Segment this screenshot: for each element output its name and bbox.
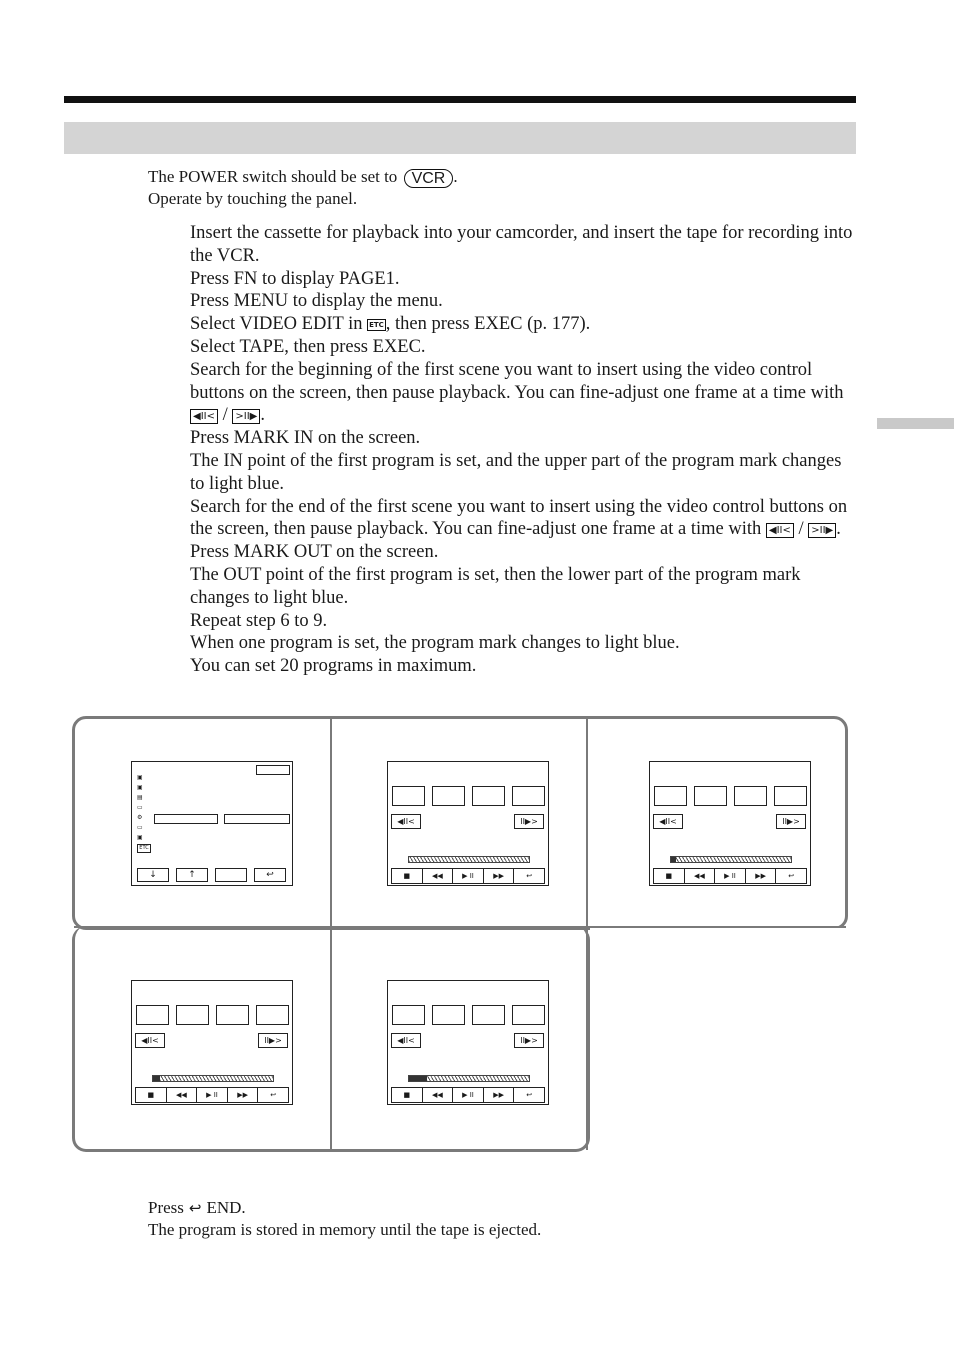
function-button[interactable]: [432, 1005, 465, 1025]
intro-period: .: [453, 167, 458, 186]
tape-icon: ▭: [137, 824, 143, 831]
fast-forward-button[interactable]: ▶▶: [746, 869, 777, 883]
camera-icon: ▤: [137, 794, 143, 801]
program-mark-bar: [408, 856, 530, 863]
function-button[interactable]: [392, 1005, 425, 1025]
frame-back-button[interactable]: ◀II<: [391, 814, 421, 829]
step-4: [190, 313, 855, 336]
return-button[interactable]: ↩: [270, 1091, 277, 1099]
frame-forward-button[interactable]: II▶>: [258, 1033, 288, 1048]
fast-forward-button[interactable]: ▶▶: [484, 1088, 515, 1102]
function-button[interactable]: [512, 786, 545, 806]
frame-forward-button[interactable]: II▶>: [514, 1033, 544, 1048]
period: .: [836, 519, 841, 540]
function-button[interactable]: [512, 1005, 545, 1025]
step-7b: The IN point of the first program is set, and the upper part of the program mark changes to light blue.: [190, 450, 842, 494]
etc-icon: ETC: [137, 844, 151, 853]
frame-back-icon: ◀II<: [190, 409, 218, 424]
function-button[interactable]: [256, 1005, 289, 1025]
step-8-text: Search for the end of the first scene you want to insert using the video control buttons on the screen, then pause playback. You can fine-adjust one frame at a time with: [190, 496, 848, 540]
rewind-button[interactable]: ◀◀: [685, 869, 716, 883]
program-mark-filled: [671, 857, 676, 862]
intro-line2: Operate by touching the panel.: [148, 189, 358, 208]
menu-exec-button[interactable]: [215, 868, 247, 882]
function-button[interactable]: [216, 1005, 249, 1025]
step-1: Insert the cassette for playback into your camcorder, and insert the tape for recording into the VCR.: [190, 223, 853, 266]
program-mark-filled: [409, 1076, 427, 1081]
settings-icon: ⚙: [137, 814, 143, 821]
play-pause-button[interactable]: ▶ II: [197, 1088, 228, 1102]
frame-forward-button[interactable]: II▶>: [776, 814, 806, 829]
menu-up-button[interactable]: ↑: [176, 868, 208, 882]
stop-button[interactable]: ■: [136, 1088, 167, 1102]
intro-line1: The POWER switch should be set to: [148, 167, 398, 186]
step-10a: Repeat step 6 to 9.: [190, 610, 328, 631]
menu-title-box: [256, 765, 290, 775]
playback-controls: [653, 868, 807, 884]
stop-button[interactable]: ■: [392, 1088, 423, 1102]
function-button[interactable]: [774, 786, 807, 806]
figure-divider-h: [74, 926, 846, 928]
section-title-band: [64, 122, 856, 154]
outro: [148, 1197, 541, 1241]
outro-line2: The program is stored in memory until the tape is ejected.: [148, 1220, 542, 1239]
frame-back-icon: ◀II<: [766, 523, 794, 538]
program-mark-bar: [408, 1075, 530, 1082]
function-button[interactable]: [472, 786, 505, 806]
menu-return-button[interactable]: ↩: [254, 868, 286, 882]
menu-value-box: [224, 814, 290, 824]
step-9b: The OUT point of the first program is set, then the lower part of the program mark changes to light blue.: [190, 564, 801, 608]
function-button[interactable]: [432, 786, 465, 806]
edit-screen-3: [131, 980, 293, 1105]
frame-forward-button[interactable]: II▶>: [514, 814, 544, 829]
function-button[interactable]: [694, 786, 727, 806]
step-8: [190, 496, 855, 542]
frame-forward-icon: >II▶: [808, 523, 836, 538]
step-4-suffix: , then press EXEC (p. 177).: [385, 314, 591, 335]
vcr-switch-icon: VCR: [404, 169, 454, 188]
side-tab: [877, 418, 954, 429]
return-icon: ↩: [188, 1199, 202, 1217]
steps-list: [190, 222, 855, 678]
function-button[interactable]: [176, 1005, 209, 1025]
step-6: [190, 359, 855, 427]
intro: [148, 166, 458, 210]
menu-down-button[interactable]: ↓: [137, 868, 169, 882]
fast-forward-button[interactable]: ▶▶: [228, 1088, 259, 1102]
rewind-button[interactable]: ◀◀: [423, 1088, 454, 1102]
playback-controls: [135, 1087, 289, 1103]
function-button[interactable]: [654, 786, 687, 806]
step-2: Press FN to display PAGE1.: [190, 268, 400, 289]
frame-back-button[interactable]: ◀II<: [653, 814, 683, 829]
stop-button[interactable]: ■: [654, 869, 685, 883]
rewind-button[interactable]: ◀◀: [167, 1088, 198, 1102]
etc-icon: ETC: [369, 320, 384, 329]
tape-icon: ▭: [137, 804, 143, 811]
play-pause-button[interactable]: ▶ II: [453, 1088, 484, 1102]
step-3: Press MENU to display the menu.: [190, 291, 443, 312]
camera-icon: ▣: [137, 834, 143, 841]
play-pause-button[interactable]: ▶ II: [453, 869, 484, 883]
slash: /: [798, 519, 804, 540]
step-10b: When one program is set, the program mark changes to light blue.: [190, 633, 680, 654]
fast-forward-button[interactable]: ▶▶: [484, 869, 515, 883]
figure-divider-1: [330, 717, 332, 1150]
stop-button[interactable]: ■: [392, 869, 423, 883]
step-10c: You can set 20 programs in maximum.: [190, 656, 477, 677]
edit-screen-1: [387, 761, 549, 886]
return-button[interactable]: ↩: [526, 872, 533, 880]
step-6-text: Search for the beginning of the first scene you want to insert using the video control buttons on the screen, then pause playback. You can fine-adjust one frame at a time with: [190, 359, 844, 403]
frame-forward-icon: >II▶: [232, 409, 260, 424]
frame-back-button[interactable]: ◀II<: [135, 1033, 165, 1048]
playback-controls: [391, 1087, 545, 1103]
program-mark-bar: [670, 856, 792, 863]
return-button[interactable]: ↩: [526, 1091, 533, 1099]
step-5: Select TAPE, then press EXEC.: [190, 336, 426, 357]
program-mark-filled: [153, 1076, 160, 1081]
period: .: [260, 405, 265, 426]
play-pause-button[interactable]: ▶ II: [715, 869, 746, 883]
camera-icon: ▣: [137, 774, 143, 781]
function-button[interactable]: [472, 1005, 505, 1025]
menu-item-box: [154, 814, 218, 824]
program-mark-bar: [152, 1075, 274, 1082]
function-button[interactable]: [136, 1005, 169, 1025]
playback-controls: [391, 868, 545, 884]
step-9a: Press MARK OUT on the screen.: [190, 542, 439, 563]
menu-screen: [131, 761, 293, 886]
rewind-button[interactable]: ◀◀: [423, 869, 454, 883]
function-button[interactable]: [392, 786, 425, 806]
step-4-text: Select VIDEO EDIT in: [190, 314, 363, 335]
frame-back-button[interactable]: ◀II<: [391, 1033, 421, 1048]
edit-screen-2: [649, 761, 811, 886]
step-7a: Press MARK IN on the screen.: [190, 428, 421, 449]
figure-divider-2: [586, 717, 588, 1150]
outro-press: Press: [148, 1198, 184, 1217]
slash: /: [222, 405, 228, 426]
return-button[interactable]: ↩: [788, 872, 795, 880]
outro-end: END.: [206, 1198, 246, 1217]
edit-screen-4: [387, 980, 549, 1105]
function-button[interactable]: [734, 786, 767, 806]
header-rule: [64, 96, 856, 103]
camera-icon: ▣: [137, 784, 143, 791]
